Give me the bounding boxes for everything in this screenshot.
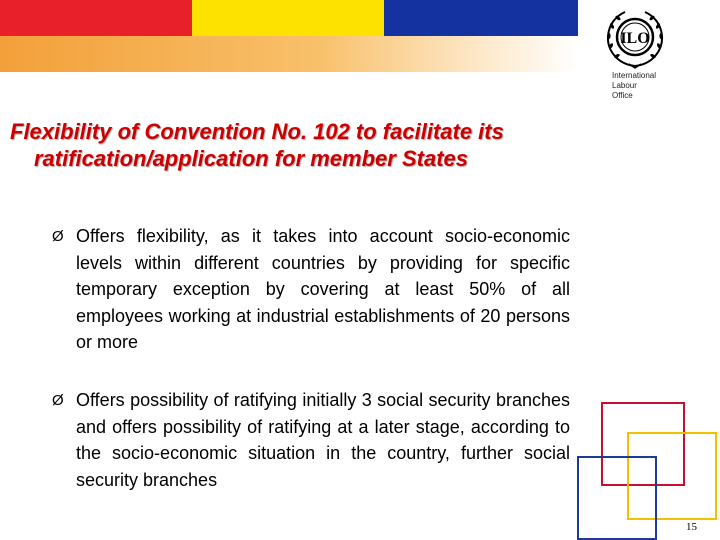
orange-gradient-strip: [0, 36, 578, 72]
bullet-item-2: [52, 387, 570, 493]
page-number: 15: [686, 521, 697, 533]
title-line-1: Flexibility of Convention No. 102 to facilitate its: [10, 119, 504, 144]
bullet-text-1: Offers flexibility, as it takes into account socio-economic levels within different countries by providing for specific temporary exception by covering at least 50% of all employees working at industrial establishments of 20 persons or more: [76, 226, 570, 352]
org-line-3: Office: [612, 91, 633, 100]
org-line-1: International: [612, 71, 657, 80]
bullet-item-1: [52, 223, 570, 356]
arrow-bullet-icon: Ø: [52, 392, 64, 409]
decorative-blue-square: [577, 456, 657, 540]
title-line-2: ratification/application for member States: [34, 146, 468, 171]
header-color-band: [0, 0, 578, 72]
yellow-block: [192, 0, 384, 36]
blue-block: [384, 0, 578, 36]
slide-title: [10, 118, 650, 172]
bullet-text-2: Offers possibility of ratifying initially 3 social security branches and offers possibility of ratifying at a later stage, according to the socio-economic situation in the country, further social security branches: [76, 390, 570, 490]
ilo-logo-icon: [603, 8, 667, 70]
org-line-2: Labour: [612, 81, 637, 90]
color-blocks: [0, 0, 578, 36]
organization-name: [612, 71, 692, 101]
arrow-bullet-icon: Ø: [52, 228, 64, 245]
ilo-logo-letters: ILO: [620, 30, 650, 47]
red-block: [0, 0, 192, 36]
